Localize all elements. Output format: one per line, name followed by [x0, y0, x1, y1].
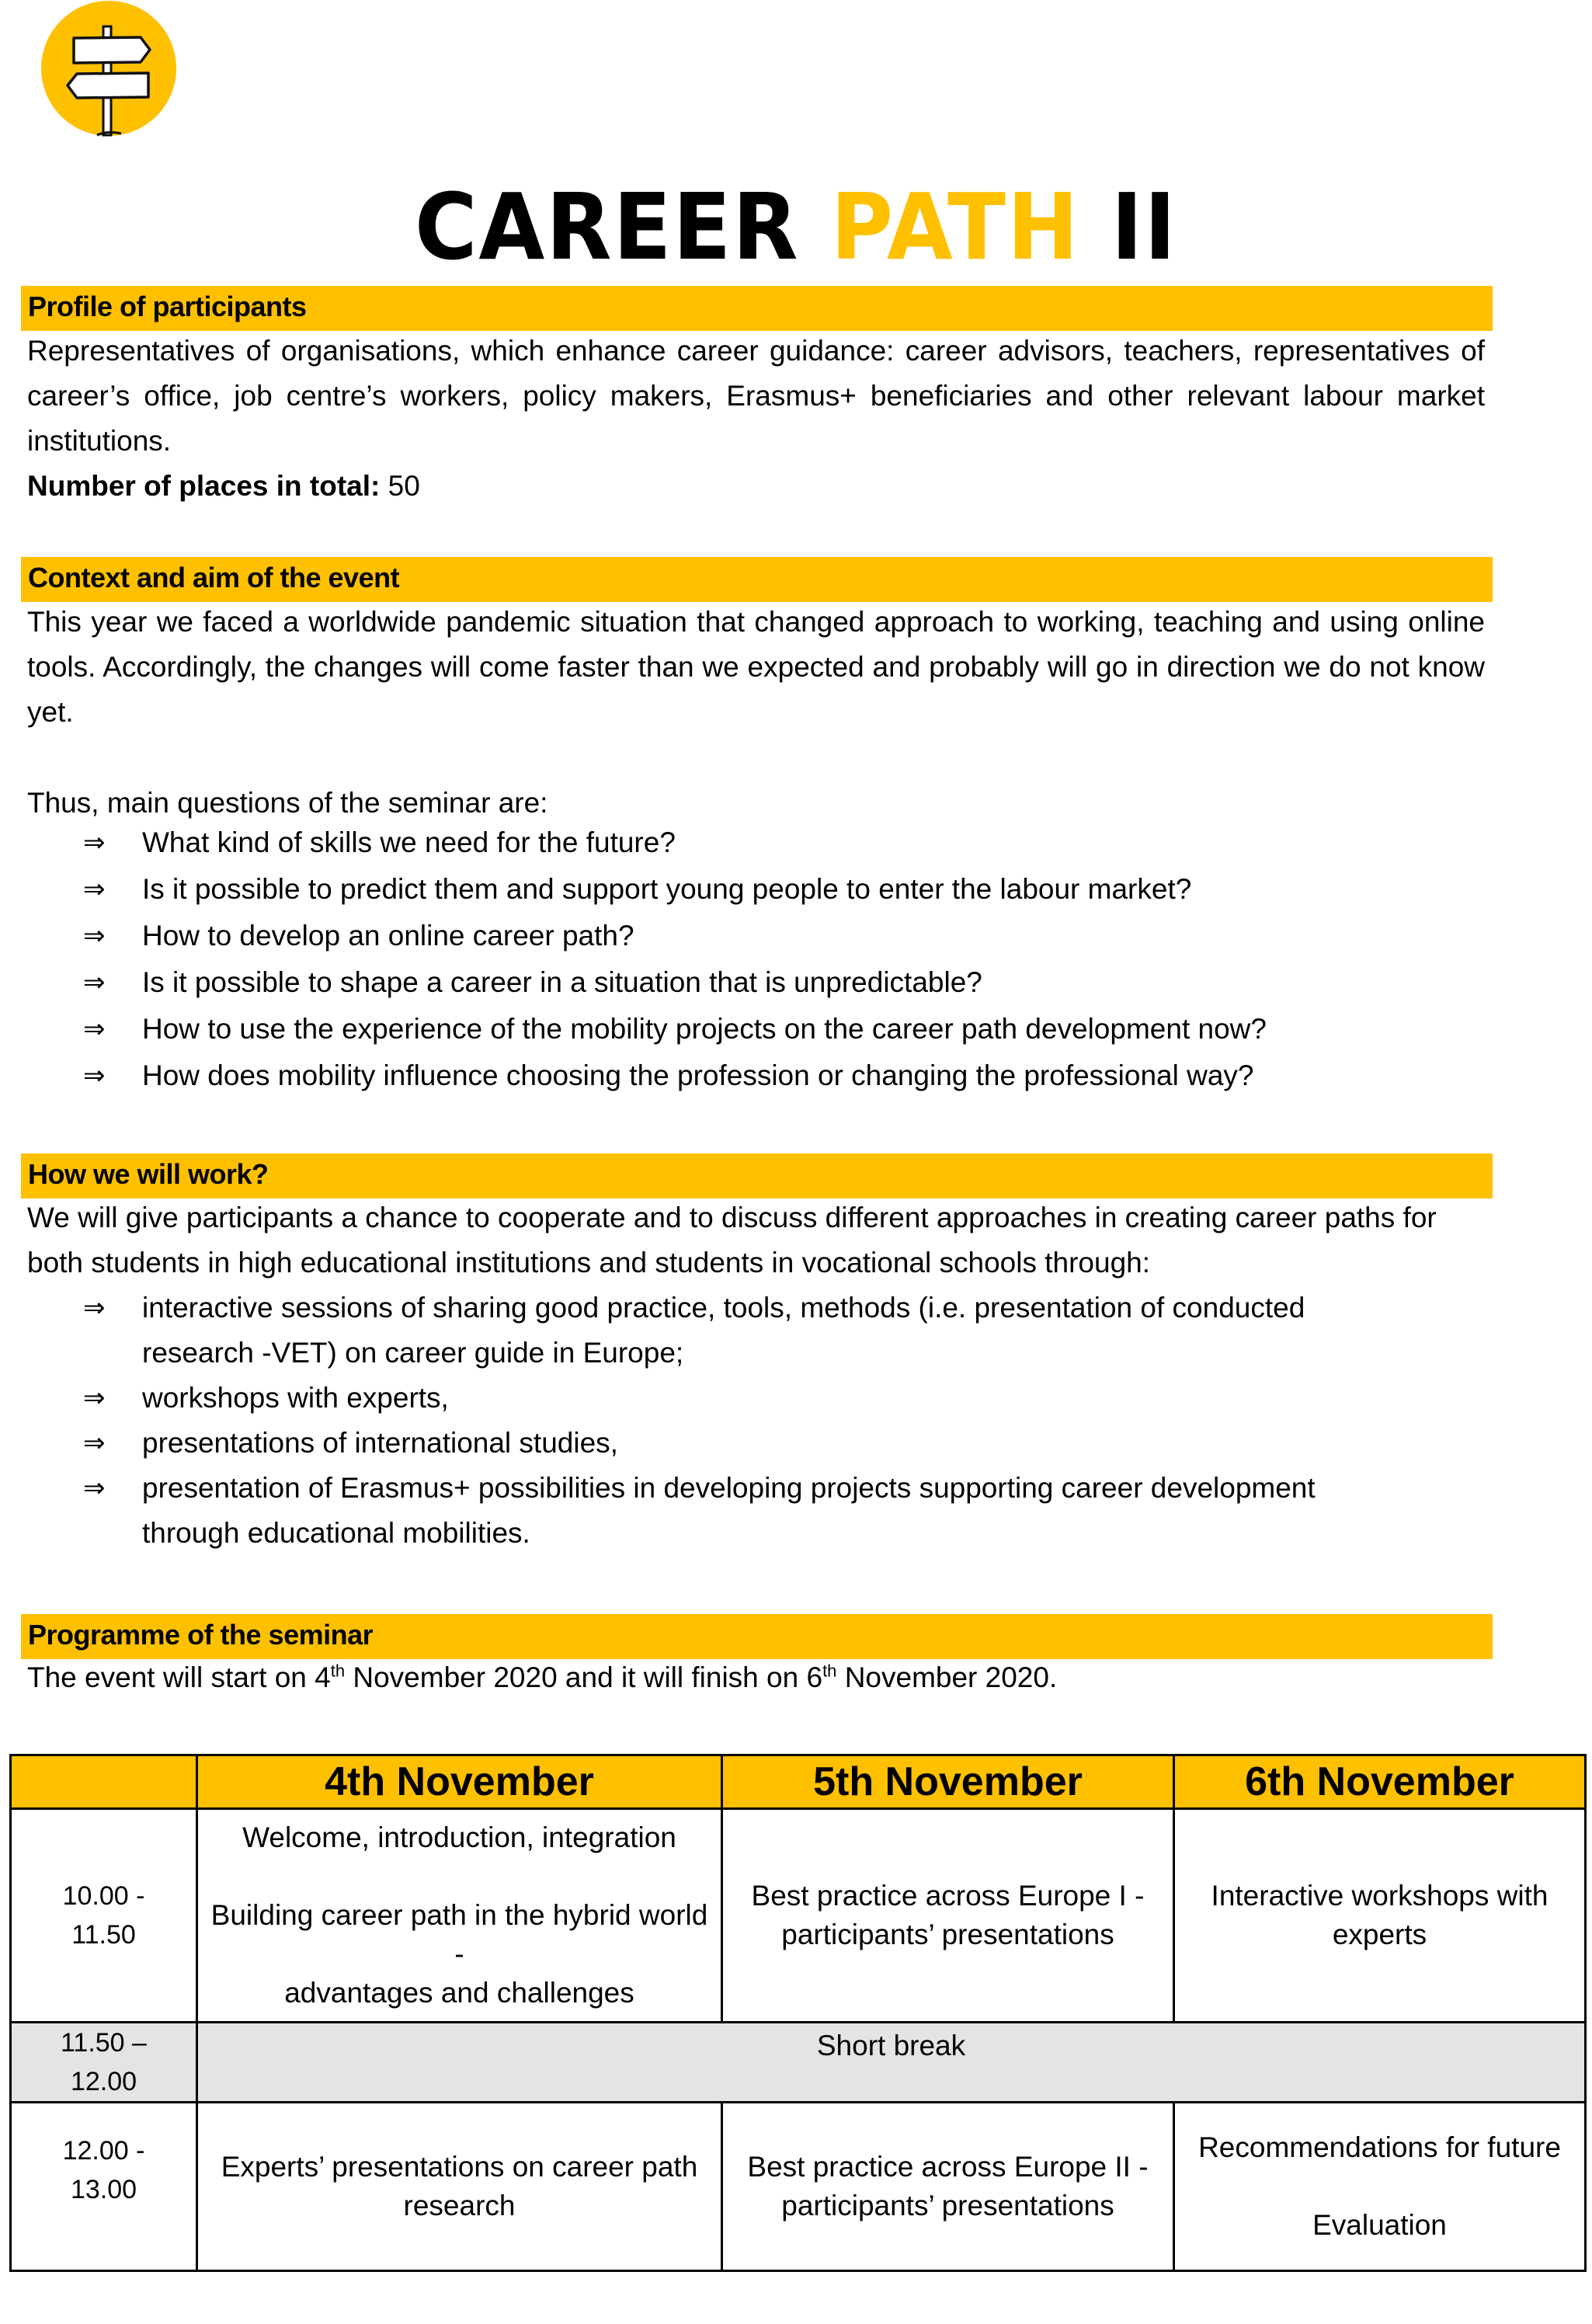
- list-item: ⇒ presentations of international studies,: [27, 1421, 1394, 1466]
- how-text: We will give participants a chance to cooperate and to discuss different approaches in creating career paths for both students in high educational institutions and students in vocational schools through:: [27, 1202, 1437, 1279]
- table-header-row: [11, 1755, 1586, 1809]
- title-career: CAREER: [414, 173, 800, 280]
- list-item: ⇒ Is it possible to shape a career in a situation that is unpredictable?: [27, 959, 1485, 1006]
- session-cell-day5: Best practice across Europe I - participants’ presentations: [722, 1809, 1174, 2023]
- time-cell: 10.00 - 11.50: [11, 1809, 197, 2023]
- signpost-logo-icon: [41, 1, 177, 137]
- list-item: ⇒ How to develop an online career path?: [27, 913, 1485, 959]
- double-arrow-icon: ⇒: [83, 827, 106, 858]
- profile-text: Representatives of organisations, which enhance career guidance: career advisors, teachers, representatives of career’s office, job centre’s workers, policy makers, Erasmus+ beneficiaries and other relevant labour market institutions.: [27, 335, 1485, 457]
- column-header-day6: 6th November: [1174, 1755, 1586, 1809]
- session-cell-day4: Welcome, introduction, integration Building career path in the hybrid world - advantages and challenges: [197, 1809, 722, 2023]
- session-cell-day6: Recommendations for future Evaluation: [1174, 2103, 1586, 2271]
- time-cell: 12.00 - 13.00: [11, 2103, 197, 2271]
- double-arrow-icon: ⇒: [83, 1060, 106, 1091]
- context-heading: Context and aim of the event: [28, 562, 400, 593]
- how-heading: How we will work?: [28, 1158, 269, 1190]
- page-title: [56, 172, 1537, 281]
- places-value: 50: [388, 470, 420, 502]
- questions-intro: Thus, main questions of the seminar are:: [27, 787, 548, 819]
- break-cell: Short break: [197, 2023, 1586, 2103]
- programme-intro: The event will start on 4th November 2020 and it will finish on 6th November 2020.: [27, 1661, 1058, 1693]
- double-arrow-icon: ⇒: [83, 967, 106, 998]
- list-item: ⇒ workshops with experts,: [27, 1376, 1394, 1421]
- methods-list: [27, 1286, 1394, 1556]
- column-header-time: [11, 1755, 197, 1809]
- list-item: ⇒ How does mobility influence choosing the profession or changing the professional way?: [27, 1052, 1485, 1099]
- places-label: Number of places in total:: [27, 470, 381, 502]
- list-item: ⇒ How to use the experience of the mobility projects on the career path development now?: [27, 1006, 1485, 1052]
- programme-heading: Programme of the seminar: [28, 1619, 374, 1651]
- profile-heading: Profile of participants: [28, 290, 307, 322]
- profile-section-header: [21, 286, 1493, 331]
- time-cell: 11.50 – 12.00: [11, 2023, 197, 2103]
- context-section-header: [21, 557, 1493, 602]
- table-row: [11, 1809, 1586, 2023]
- double-arrow-icon: ⇒: [83, 1473, 106, 1504]
- session-cell-day6: Interactive workshops with experts: [1174, 1809, 1586, 2023]
- list-item: ⇒ Is it possible to predict them and support young people to enter the labour market?: [27, 866, 1485, 913]
- list-item: ⇒ presentation of Erasmus+ possibilities in developing projects supporting career development through educational mobilities.: [27, 1466, 1394, 1556]
- programme-section-header: [21, 1614, 1493, 1659]
- double-arrow-icon: ⇒: [83, 874, 106, 905]
- double-arrow-icon: ⇒: [83, 1014, 106, 1045]
- schedule-table: [9, 1754, 1587, 2272]
- table-row: [11, 2103, 1586, 2271]
- list-item: ⇒ What kind of skills we need for the future?: [27, 819, 1485, 866]
- double-arrow-icon: ⇒: [83, 1292, 106, 1324]
- session-cell-day5: Best practice across Europe II - participants’ presentations: [722, 2103, 1174, 2271]
- column-header-day4: 4th November: [197, 1755, 722, 1809]
- places-line: [27, 464, 1485, 509]
- questions-list: [27, 819, 1485, 1099]
- column-header-day5: 5th November: [722, 1755, 1174, 1809]
- double-arrow-icon: ⇒: [83, 1428, 106, 1459]
- context-text: This year we faced a worldwide pandemic situation that changed approach to working, teaching and using online tools. Accordingly, the changes will come faster than we expected and probably will go in direction we do not know yet.: [27, 606, 1485, 728]
- list-item: ⇒ interactive sessions of sharing good practice, tools, methods (i.e. presentation of conducted research -VET) on career guide in Europe;: [27, 1286, 1394, 1376]
- double-arrow-icon: ⇒: [83, 1383, 106, 1414]
- title-path: PATH: [830, 173, 1080, 280]
- double-arrow-icon: ⇒: [83, 920, 106, 952]
- title-roman: II: [1111, 173, 1177, 280]
- session-cell-day4: Experts’ presentations on career path research: [197, 2103, 722, 2271]
- how-section-header: [21, 1153, 1493, 1199]
- table-row-break: [11, 2023, 1586, 2103]
